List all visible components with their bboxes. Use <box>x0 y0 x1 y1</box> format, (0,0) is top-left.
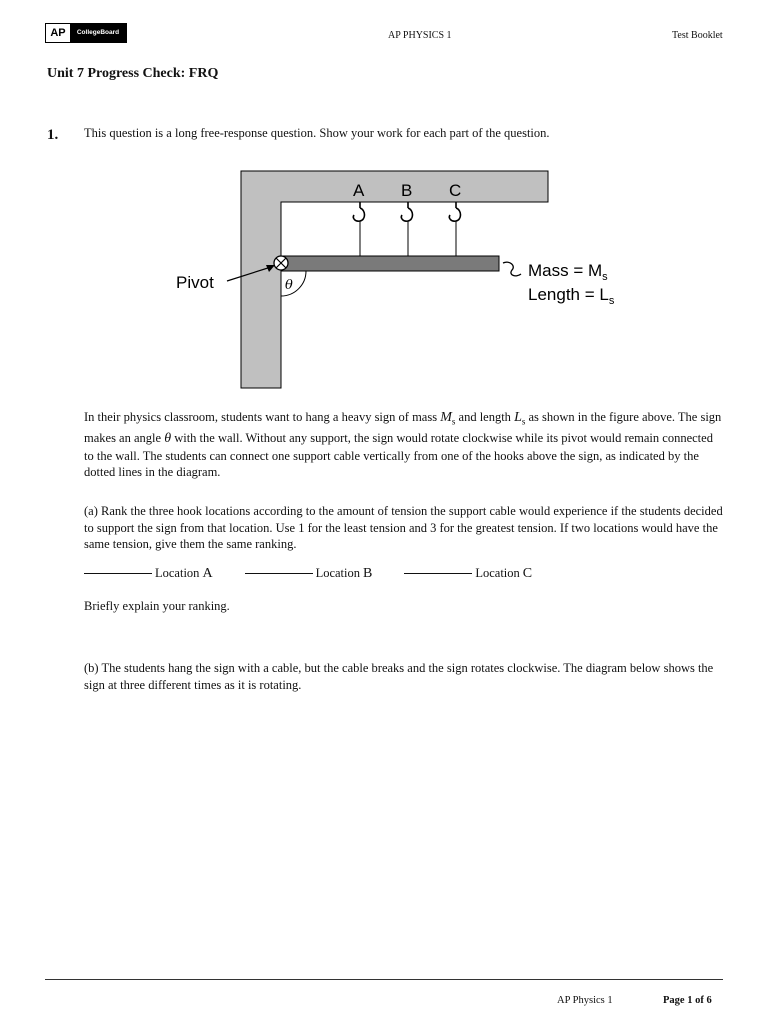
length-variable: L <box>514 410 522 425</box>
sign-bar <box>281 256 499 271</box>
angle-label: θ <box>285 278 293 293</box>
footer-course: AP Physics 1 <box>557 995 613 1006</box>
header-booklet: Test Booklet <box>672 30 723 41</box>
rank-location-b: Location B <box>245 566 373 582</box>
hook-label-b: B <box>401 181 413 200</box>
question-intro: This question is a long free-response question. Show your work for each part of the question. <box>84 126 550 140</box>
sign-figure <box>170 168 640 393</box>
part-b-prompt: (b) The students hang the sign with a cable, but the cable breaks and the sign rotates clockwise. The diagram below shows the sign at three different times as it is rotating. <box>84 661 714 692</box>
mass-variable: M <box>440 410 452 425</box>
header-course: AP PHYSICS 1 <box>388 30 452 41</box>
length-label: Length = $L_s$ <box>528 285 615 307</box>
rank-location-a: Location A <box>84 566 213 582</box>
hook-b <box>401 202 412 256</box>
pivot-label: Pivot <box>176 273 214 292</box>
footer-divider <box>45 979 723 980</box>
ap-collegeboard-logo <box>45 23 127 43</box>
hook-label-a: A <box>353 181 365 200</box>
hook-c <box>449 202 460 256</box>
ranking-row <box>84 566 564 582</box>
mass-label: Mass = $M_s$ <box>528 261 608 283</box>
rank-blank-c[interactable] <box>404 573 472 574</box>
part-a-prompt: (a) Rank the three hook locations according to the amount of tension the support cable would experience if the students decided to support the sign from that location. Use 1 for the least tension and 3 for the greatest tension. If two locations would have the same tension, give them the same ranking. <box>84 504 723 551</box>
rank-blank-b[interactable] <box>245 573 313 574</box>
rank-blank-a[interactable] <box>84 573 152 574</box>
squiggle-connector <box>503 262 521 276</box>
footer-page-number: Page 1 of 6 <box>663 995 712 1006</box>
hook-a <box>353 202 364 256</box>
hook-label-c: C <box>449 181 462 200</box>
logo-ap-text: AP <box>46 24 70 42</box>
logo-collegeboard-text: CollegeBoard <box>70 24 126 42</box>
page-title: Unit 7 Progress Check: FRQ <box>47 66 219 81</box>
scenario-paragraph: In their physics classroom, students want to hang a heavy sign of mass $M_s$ and length $L_s$ as shown in the figure above. The sign makes an angle θ with the wall. Without any support, the sign would rotate clockwise while its pivot would remain connected to the wall. The students can connect one support cable vertically from one of the hooks above the sign, as indicated by the dotted lines in the diagram. <box>84 410 722 479</box>
rank-location-c: Location C <box>404 566 532 582</box>
explain-prompt: Briefly explain your ranking. <box>84 599 230 613</box>
question-number: 1. <box>47 127 59 143</box>
pivot-icon <box>274 256 288 270</box>
theta-variable: θ <box>164 431 172 446</box>
